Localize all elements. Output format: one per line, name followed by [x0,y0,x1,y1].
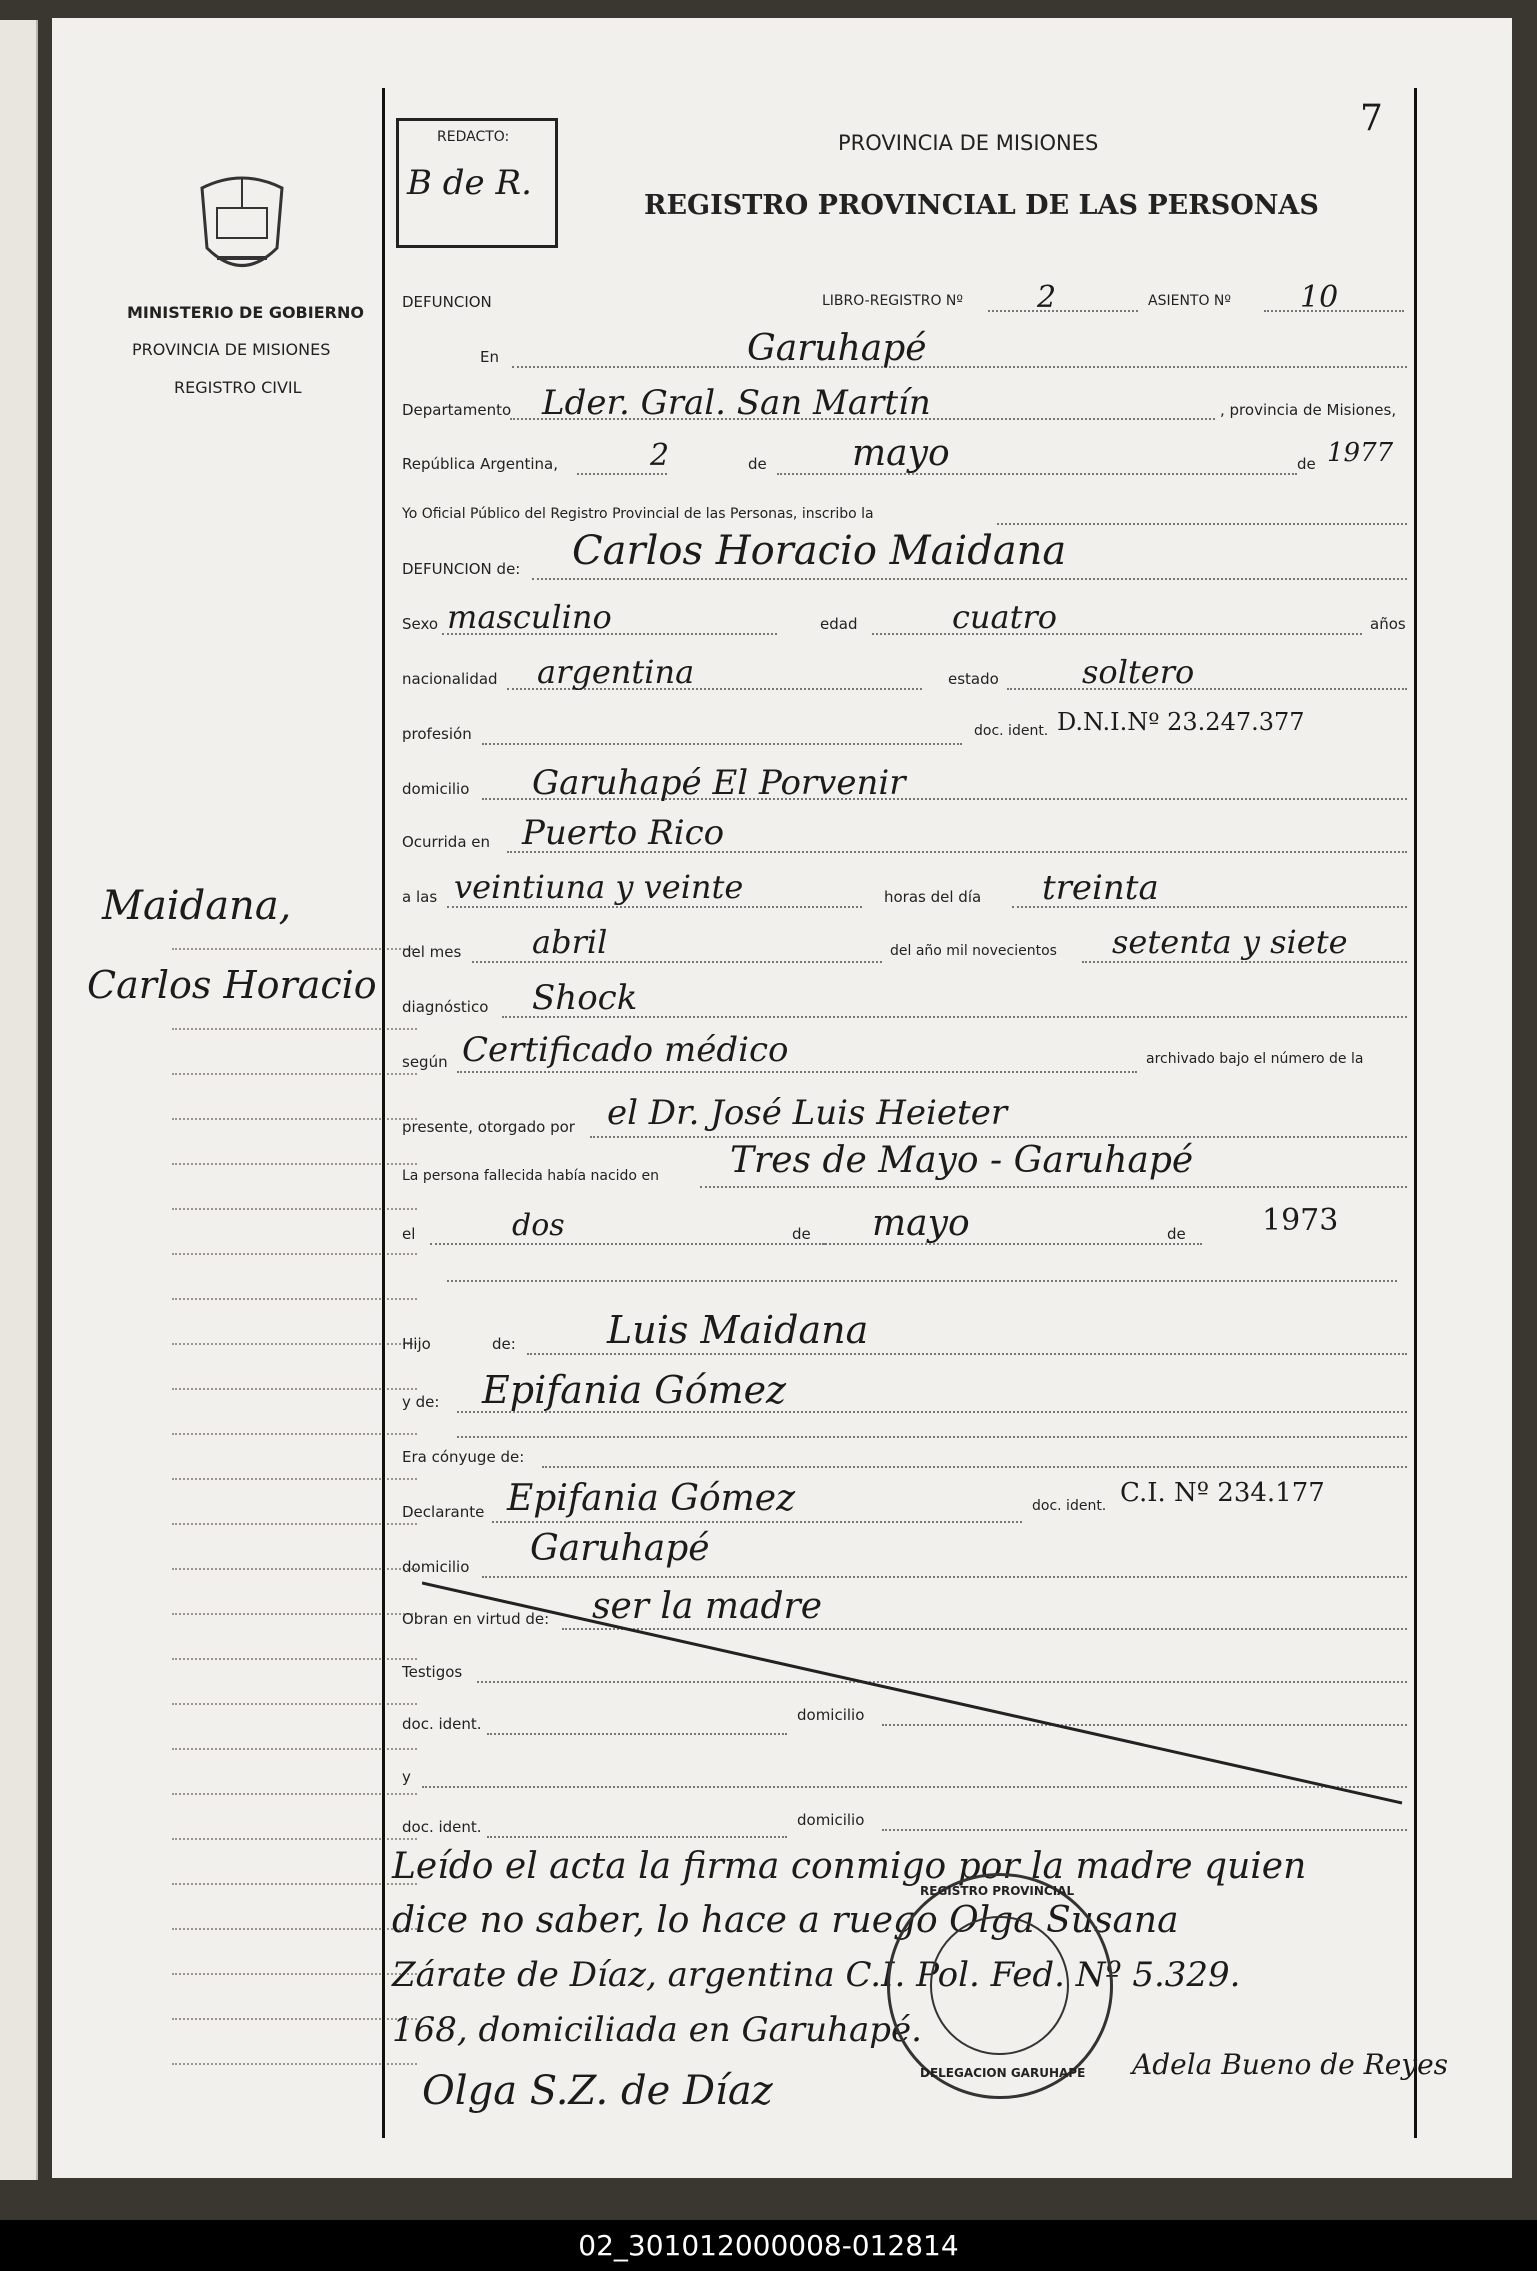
y-label: y [402,1768,411,1786]
conyuge-label: Era cónyuge de: [402,1448,525,1466]
declarante-value: Epifania Gómez [507,1478,796,1519]
testigos-label: Testigos [402,1663,463,1681]
ocurrida-label: Ocurrida en [402,833,491,851]
margin-given-names: Carlos Horacio [87,963,377,1007]
segun-dots [457,1071,1137,1073]
official-seal [887,1873,1113,2099]
asiento-value: 10 [1300,280,1339,315]
en-dots [512,366,1407,368]
nacionalidad-value: argentina [537,653,695,691]
record-type-label: DEFUNCION [402,293,492,311]
horas-dots [447,906,862,908]
nac-mes-value: mayo [872,1203,970,1244]
segun-value: Certificado médico [462,1030,789,1070]
t2-dom-label: domicilio [797,1811,865,1829]
coat-of-arms-icon [192,168,292,288]
left-frame-rule [382,88,385,2138]
diagnostico-value: Shock [532,978,638,1018]
blank-dots-2 [457,1436,1407,1438]
seal-text-top: REGISTRO PROVINCIAL [920,1884,1075,1898]
decl-domicilio-value: Garuhapé [530,1528,710,1569]
anos-label: años [1370,615,1406,633]
declarante-label: Declarante [402,1503,485,1521]
departamento-label: Departamento [402,401,512,419]
date-de-label: de [748,455,767,473]
deceased-dots [532,578,1407,580]
ministry-line2: PROVINCIA DE MISIONES [132,340,331,359]
closing-line4: 168, domiciliada en Garuhapé. [392,2010,922,2050]
padre-dots [527,1353,1407,1355]
el-label: el [402,1225,416,1243]
sexo-value: masculino [447,598,612,636]
date-de-label-2: de [1297,455,1316,473]
oficial-dots [997,523,1407,525]
decl-doc-label: doc. ident. [1032,1498,1107,1514]
mes-label: del mes [402,943,462,961]
closing-line1: Leído el acta la firma conmigo por la madre quien [392,1846,1307,1887]
doc-ident-value: D.N.I.Nº 23.247.377 [1057,708,1305,736]
previous-page-edge [0,20,38,2180]
departamento-value: Lder. Gral. San Martín [542,383,931,423]
t2-doc-label: doc. ident. [402,1818,482,1836]
anio-dots [1082,961,1407,963]
nacido-label: La persona fallecida había nacido en [402,1168,659,1184]
diagnostico-label: diagnóstico [402,998,489,1016]
t1-doc-label: doc. ident. [402,1715,482,1733]
nacido-dots [700,1186,1407,1188]
nac-dia-dots [430,1243,825,1245]
signature-left: Olga S.Z. de Díaz [422,2068,773,2114]
registry-title: REGISTRO PROVINCIAL DE LAS PERSONAS [644,190,1319,221]
margin-surname: Maidana, [102,883,292,929]
nacido-value: Tres de Mayo - Garuhapé [730,1140,1194,1181]
presente-label: presente, otorgado por [402,1118,575,1136]
estado-label: estado [948,670,999,688]
register-page [52,18,1512,2178]
libro-value: 2 [1037,280,1057,315]
deceased-name: Carlos Horacio Maidana [572,528,1067,574]
profesion-label: profesión [402,725,472,743]
domicilio-label: domicilio [402,780,470,798]
cancel-diagonal-line [422,1573,1422,1813]
libro-dots [988,310,1138,312]
redacto-value: B de R. [407,163,532,203]
closing-line2: dice no saber, lo hace a ruego Olga Susana [392,1900,1179,1941]
signature-right: Adela Bueno de Reyes [1132,2048,1449,2081]
edad-label: edad [820,615,858,633]
nac-de2: de [1167,1225,1186,1243]
segun-label: según [402,1053,448,1071]
closing-line3: Zárate de Díaz, argentina C.I. Pol. Fed. Nº 5.329. [392,1955,1241,1995]
conyuge-dots [542,1466,1407,1468]
redacto-box [396,118,558,248]
y-de-label: y de: [402,1393,440,1411]
decl-domicilio-label: domicilio [402,1558,470,1576]
asiento-label: ASIENTO Nº [1148,293,1232,309]
day-dots [577,473,667,475]
t2-dom-dots [882,1829,1407,1831]
madre-value: Epifania Gómez [482,1368,787,1412]
oficial-label: Yo Oficial Público del Registro Provincial de las Personas, inscribo la [402,506,874,522]
mes-dots [472,961,882,963]
estado-dots [1007,688,1407,690]
horas-value: veintiuna y veinte [454,868,744,906]
en-value: Garuhapé [747,328,927,369]
ocurrida-value: Puerto Rico [522,813,725,853]
ministry-line1: MINISTERIO DE GOBIERNO [127,303,364,322]
image-id-footer: 02_301012000008-012814 [0,2220,1537,2271]
obran-value: ser la madre [592,1586,823,1627]
nac-dia-value: dos [512,1208,565,1243]
page-number: 7 [1360,98,1383,139]
padre-value: Luis Maidana [607,1308,869,1352]
right-frame-rule [1414,88,1417,2138]
t2-doc-dots [487,1836,787,1838]
mes-value: abril [532,923,608,961]
ministry-line3: REGISTRO CIVIL [174,378,302,397]
obran-label: Obran en virtud de: [402,1610,550,1628]
diagnostico-dots [502,1016,1407,1018]
en-label: En [480,348,499,366]
provincia-label: , provincia de Misiones, [1220,401,1397,419]
seal-text-bottom: DELEGACION GARUHAPE [920,2066,1086,2080]
presente-dots [590,1136,1407,1138]
estado-value: soltero [1082,653,1195,691]
edad-dots [872,633,1362,635]
dia-value: treinta [1042,868,1159,908]
anio-value: setenta y siete [1112,923,1348,961]
nac-anio-value: 1973 [1262,1203,1339,1238]
province-heading: PROVINCIA DE MISIONES [838,131,1099,155]
nac-de1: de [792,1225,811,1243]
anio-label: del año mil novecientos [890,943,1057,959]
year-value: 1977 [1327,438,1394,468]
month-value: mayo [852,433,950,474]
edad-value: cuatro [952,598,1058,636]
day-value: 2 [650,438,670,473]
hijo-label: Hijo [402,1335,431,1353]
libro-label: LIBRO-REGISTRO Nº [822,293,963,309]
sexo-label: Sexo [402,615,439,633]
doc-ident-label: doc. ident. [974,723,1049,739]
alas-label: a las [402,888,438,906]
redacto-label: REDACTO: [437,129,510,145]
domicilio-value: Garuhapé El Porvenir [532,763,906,803]
blank-dots-1 [447,1280,1397,1282]
hijo-de-label: de: [492,1335,516,1353]
profesion-dots [482,743,962,745]
republica-label: República Argentina, [402,455,559,473]
defuncion-de-label: DEFUNCION de: [402,560,521,578]
archivado-label: archivado bajo el número de la [1146,1051,1364,1067]
declarante-dots [492,1521,1022,1523]
decl-doc-value: C.I. Nº 234.177 [1120,1478,1325,1508]
t1-dom-label: domicilio [797,1706,865,1724]
nacionalidad-label: nacionalidad [402,670,498,688]
presente-value: el Dr. José Luis Heieter [607,1093,1008,1133]
horas-label: horas del día [884,888,982,906]
